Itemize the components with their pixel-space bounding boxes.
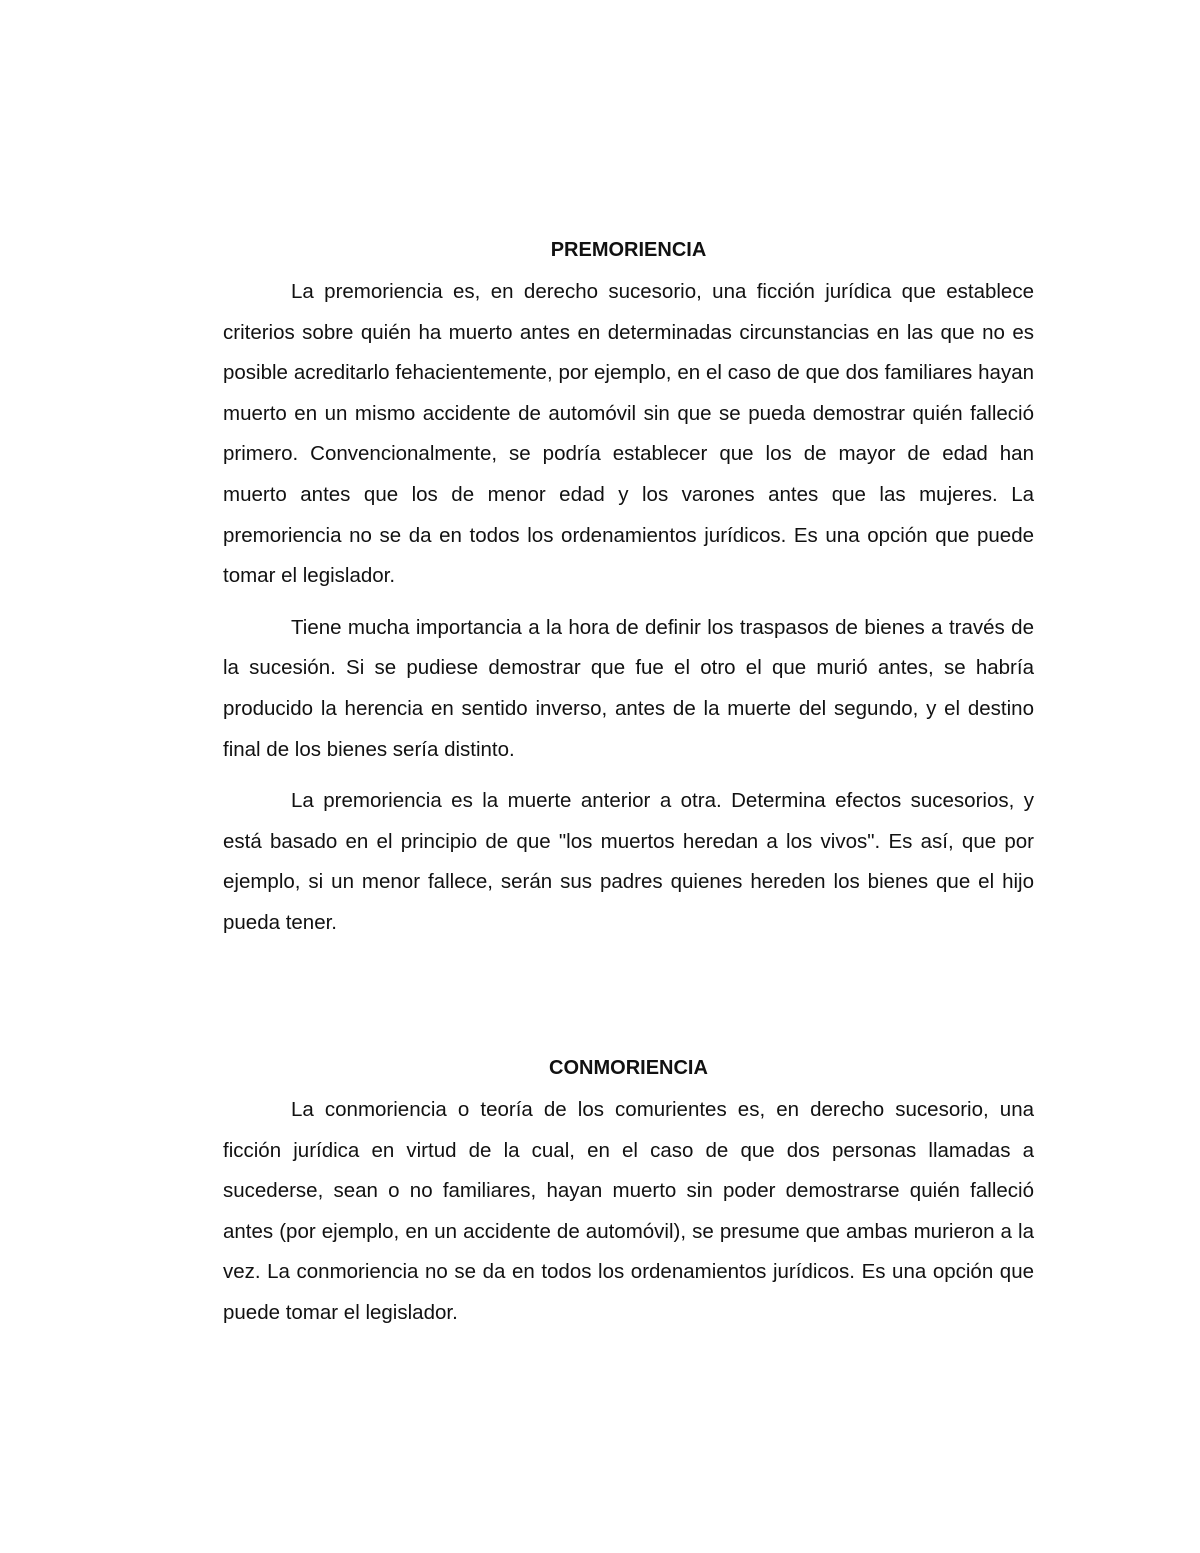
paragraph-spacer xyxy=(223,597,1034,608)
document-body xyxy=(223,232,1034,1324)
section-title: CONMORIENCIA xyxy=(549,1057,708,1079)
section-title: PREMORIENCIA xyxy=(550,239,707,261)
section-premoriencia xyxy=(223,232,1034,944)
paragraph: La conmoriencia o teoría de los comurientes es, en derecho sucesorio, una ficción jurídica en virtud de la cual, en el caso de que dos personas llamadas a sucederse, sean o no familiares, hayan muerto sin poder demostrarse quién falleció antes (por ejemplo, en un accidente de automóvil), se presume que ambas murieron a la vez. La conmoriencia no se da en todos los ordenamientos jurídicos. Es una opción que puede tomar el legislador. xyxy=(223,1098,1034,1324)
paragraph: Tiene mucha importancia a la hora de definir los traspasos de bienes a través de la sucesión. Si se pudiese demostrar que fue el otro el que murió antes, se habría producido la herencia en sentido inverso, antes de la muerte del segundo, y el destino final de los bienes sería distinto. xyxy=(223,615,1034,761)
paragraph: La premoriencia es la muerte anterior a otra. Determina efectos sucesorios, y está basado en el principio de que "los muertos heredan a los vivos". Es así, que por ejemplo, si un menor fallece, serán sus padres quienes hereden los bienes que el hijo pueda tener. xyxy=(223,789,1034,934)
paragraph: La premoriencia es, en derecho sucesorio, una ficción jurídica que establece criterios sobre quién ha muerto antes en determinadas circunstancias en las que no es posible acreditarlo fehacientemente, por ejemplo, en el caso de que dos familiares hayan muerto en un mismo accidente de automóvil sin que se pueda demostrar quién falleció primero. Convencionalmente, se podría establecer que los de mayor de edad han muerto antes que los de menor edad y los varones antes que las mujeres. La premoriencia no se da en todos los ordenamientos jurídicos. Es una opción que puede tomar el legislador. xyxy=(223,280,1034,588)
section-conmoriencia xyxy=(223,1050,1034,1334)
paragraph-spacer xyxy=(223,770,1034,781)
